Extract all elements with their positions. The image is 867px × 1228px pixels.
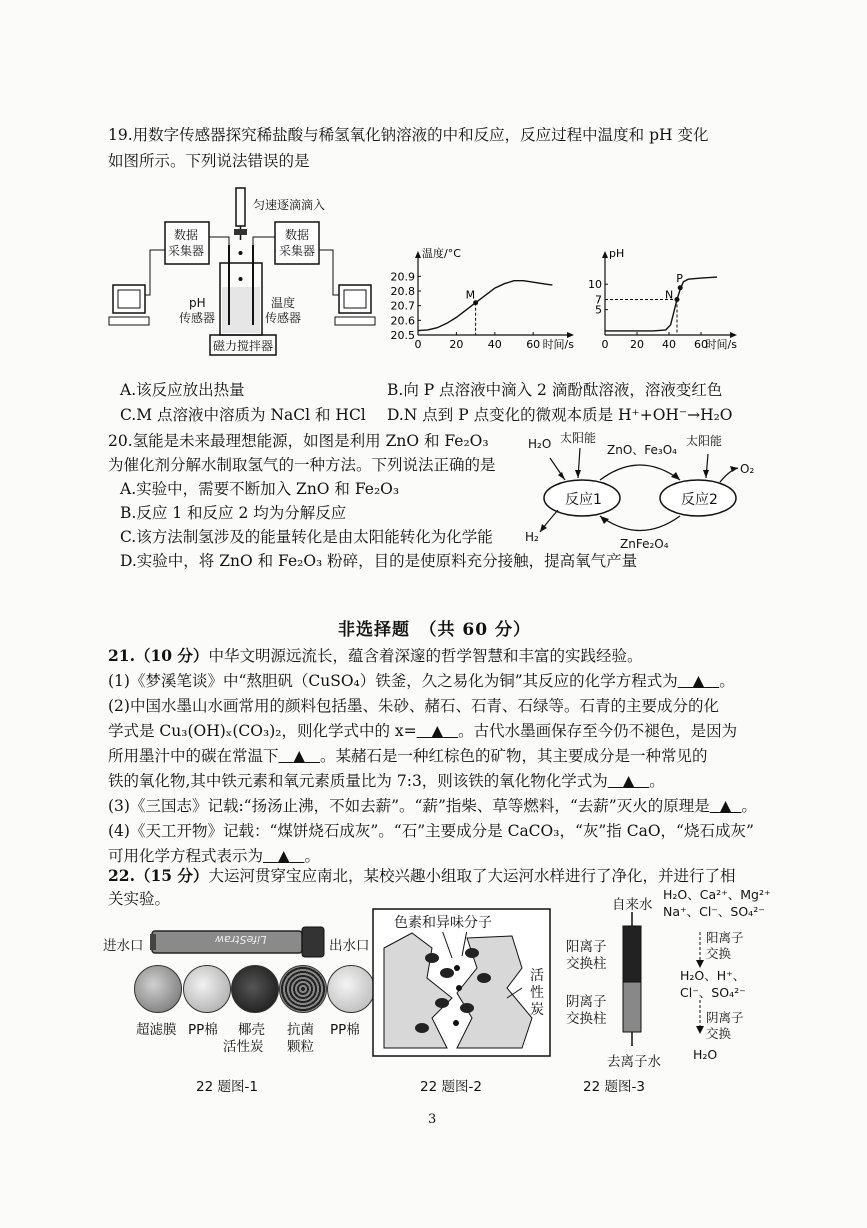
y-axis-arrow xyxy=(415,251,421,258)
q20-option-c: C.该方法制氢涉及的能量转化是由太阳能转化为化学能 xyxy=(120,528,493,546)
x-tick-label: 20 xyxy=(449,338,464,351)
answer-blank[interactable]: ▲ xyxy=(293,747,306,765)
q21-part3-text: (3)《三国志》记载:“扬汤止沸，不如去薪”。“薪”指柴、草等燃料，“去薪”灭火的原理是 xyxy=(108,797,710,815)
ph-sensor-l1: pH xyxy=(189,296,206,310)
carbon-char-1: 活 xyxy=(530,968,544,984)
q20-stem-line2: 为催化剂分解水制取氢气的一种方法。下列说法正确的是 xyxy=(108,456,496,474)
ions-step2: H₂O xyxy=(693,1047,718,1062)
q22-intro-b: 关实验。 xyxy=(108,890,171,908)
ultrafiltration-membrane-image xyxy=(134,965,182,1013)
coconut-carbon-image xyxy=(231,965,279,1013)
q21-part2b-text: 学式是 Cu₃(OH)ₓ(CO₃)₂，则化学式中的 x= xyxy=(108,722,417,740)
q19-stem-line1: 19.用数字传感器探究稀盐酸与稀氢氧化钠溶液的中和反应，反应过程中温度和 pH 变化 xyxy=(108,126,709,144)
y-tick-label: 5 xyxy=(595,303,602,317)
x-tick-label: 40 xyxy=(487,338,502,351)
q20-option-a: A.实验中，需要不断加入 ZnO 和 Fe₂O₃ xyxy=(120,480,400,498)
lifestraw-brand: LifeStraw xyxy=(215,933,267,946)
cation-column-l1: 阳离子 xyxy=(566,939,607,955)
x-axis-label: 时间/s xyxy=(705,338,737,351)
layer-ultrafiltration: 超滤膜 xyxy=(136,1022,177,1038)
diagram-solar1: 太阳能 xyxy=(560,431,597,445)
answer-blank[interactable]: ▲ xyxy=(431,722,444,740)
q21-part4b: 可用化学方程式表示为 ▲ 。 xyxy=(108,847,321,865)
series-line xyxy=(605,277,717,331)
collector-right-l2: 采集器 xyxy=(279,244,316,258)
point-label: P xyxy=(676,271,683,285)
fig1-caption: 22 题图-1 xyxy=(196,1079,258,1095)
diagram-o2: O₂ xyxy=(740,462,755,476)
pp-cotton-image-2 xyxy=(327,965,375,1013)
y-axis-arrow xyxy=(602,251,608,258)
layer-antibacterial: 抗菌 xyxy=(287,1022,314,1038)
cation-exchange-l2: 交换 xyxy=(706,946,732,961)
ions-step1-b: Cl⁻、SO₄²⁻ xyxy=(680,985,746,1000)
section-title: 非选择题 （共 60 分） xyxy=(338,620,531,640)
point-label: M xyxy=(465,288,476,302)
q21-part4a: (4)《天工开物》记载：“煤饼烧石成灰”。“石”主要成分是 CaCO₃，“灰”指 CaO，“烧石成灰” xyxy=(108,822,754,840)
layer-antibacterial-sub: 颗粒 xyxy=(287,1039,314,1055)
ions-step0-b: Na⁺、Cl⁻、SO₄²⁻ xyxy=(663,904,765,919)
diagram-reaction2: 反应2 xyxy=(681,492,718,508)
q21-part3: (3)《三国志》记载:“扬汤止沸，不如去薪”。“薪”指柴、草等燃料，“去薪”灭火的原理是 ▲ 。 xyxy=(108,797,757,815)
ions-step1-a: H₂O、H⁺、 xyxy=(680,968,746,983)
x-tick-label: 20 xyxy=(630,338,644,351)
collector-left-l2: 采集器 xyxy=(168,244,205,258)
ph-chart xyxy=(585,235,750,360)
q21-header xyxy=(108,646,642,666)
pp-cotton-image xyxy=(183,965,231,1013)
activated-carbon-label xyxy=(530,968,546,1019)
collector-left-l1: 数据 xyxy=(174,228,199,242)
diagram-reaction1: 反应1 xyxy=(565,492,602,508)
layer-coconut-sub: 活性炭 xyxy=(223,1039,264,1055)
x-tick-label: 60 xyxy=(526,338,541,351)
x-axis-label: 时间/s xyxy=(542,338,574,351)
q22-header xyxy=(108,866,735,886)
ions-step0-a: H₂O、Ca²⁺、Mg²⁺ xyxy=(663,887,771,902)
point-P xyxy=(678,285,683,290)
series-line xyxy=(418,281,552,331)
temp-sensor-l2: 传感器 xyxy=(265,311,302,325)
q21-part1-text: (1)《梦溪笔谈》中“熬胆矾（CuSO₄）铁釜，久之易化为铜”其反应的化学方程式为 xyxy=(108,672,678,690)
q19-option-b: B.向 P 点溶液中滴入 2 滴酚酞溶液，溶液变红色 xyxy=(387,381,723,399)
stirrer-label: 磁力搅拌器 xyxy=(213,339,274,353)
q21-part2b xyxy=(108,721,737,741)
y-tick-label: 7 xyxy=(595,293,602,307)
carbon-char-2: 性 xyxy=(530,985,544,1001)
cation-column-l2: 交换柱 xyxy=(566,956,607,972)
point-label: N xyxy=(665,288,674,302)
y-tick-label: 10 xyxy=(588,278,602,292)
layer-coconut: 椰壳 xyxy=(238,1022,265,1038)
q21-part2b-rest: 。古代水墨画保存至今仍不褪色，是因为 xyxy=(458,722,738,740)
diagram-h2o: H₂O xyxy=(528,437,552,451)
diagram-zno-fe: ZnO、Fe₃O₄ xyxy=(607,443,677,457)
deionized-water-label: 去离子水 xyxy=(607,1054,661,1070)
tap-water-label: 自来水 xyxy=(612,897,653,913)
cation-exchange-l1: 阳离子 xyxy=(706,930,744,945)
y-tick-label: 20.7 xyxy=(390,299,415,313)
q22-intro: 大运河贯穿宝应南北，某校兴趣小组取了大运河水样进行了净化，并进行了相 xyxy=(208,867,736,885)
y-tick-label: 20.6 xyxy=(390,314,415,328)
q20-option-b: B.反应 1 和反应 2 均为分解反应 xyxy=(120,504,347,522)
q21-part2c-rest: 。某赭石是一种红棕色的矿物，其主要成分是一种常见的 xyxy=(320,747,708,765)
diagram-solar2: 太阳能 xyxy=(686,434,723,448)
answer-blank[interactable]: ▲ xyxy=(277,847,290,865)
pigment-molecules-label: 色素和异味分子 xyxy=(394,912,492,932)
antibacterial-granules-image xyxy=(279,965,327,1013)
q21-part2d: 铁的氧化物,其中铁元素和氧元素质量比为 7:3，则该铁的氧化物化学式为 ▲ 。 xyxy=(108,772,665,790)
q21-title: 21.（10 分） xyxy=(108,646,209,665)
layer-pp1: PP棉 xyxy=(188,1022,218,1038)
q20-option-d: D.实验中，将 ZnO 和 Fe₂O₃ 粉碎，目的是使原料充分接触，提高氧气产量 xyxy=(120,552,638,570)
carbon-char-3: 炭 xyxy=(530,1002,544,1018)
collector-right-l1: 数据 xyxy=(285,228,310,242)
x-tick-label: 60 xyxy=(694,338,708,351)
fig2-caption: 22 题图-2 xyxy=(420,1079,482,1095)
temp-sensor-l1: 温度 xyxy=(271,296,296,310)
y-tick-label: 20.8 xyxy=(390,285,415,298)
anion-column-l1: 阴离子 xyxy=(566,994,607,1010)
diagram-h2: H₂ xyxy=(525,530,539,544)
layer-pp2: PP棉 xyxy=(330,1022,360,1038)
q21-part1: (1)《梦溪笔谈》中“熬胆矾（CuSO₄）铁釜，久之易化为铜”其反应的化学方程式为 ▲ 。 xyxy=(108,672,735,690)
y-axis-label: pH xyxy=(609,247,625,260)
q21-part2c-text: 所用墨汁中的碳在常温下 xyxy=(108,747,279,765)
x-tick-label: 0 xyxy=(601,338,609,351)
q19-option-a: A.该反应放出热量 xyxy=(120,381,245,399)
q20-stem-line1: 20.氢能是未来最理想能源，如图是利用 ZnO 和 Fe₂O₃ xyxy=(108,432,489,450)
y-tick-label: 20.5 xyxy=(390,329,415,342)
dropper-label: 匀速逐滴滴入 xyxy=(253,198,326,212)
y-tick-label: 20.9 xyxy=(390,270,415,284)
diagram-znfe: ZnFe₂O₄ xyxy=(620,537,669,551)
answer-blank[interactable]: ▲ xyxy=(692,672,705,690)
q22-title: 22.（15 分） xyxy=(108,866,209,885)
q19-option-c: C.M 点溶液中溶质为 NaCl 和 HCl xyxy=(120,406,366,424)
q21-part2c xyxy=(108,746,708,766)
temperature-chart xyxy=(384,235,589,360)
answer-blank[interactable]: ▲ xyxy=(719,797,732,815)
x-tick-label: 0 xyxy=(414,338,422,351)
titration-apparatus xyxy=(105,185,380,360)
q21-part2a: (2)中国水墨山水画常用的颜料包括墨、朱砂、赭石、石青、石绿等。石青的主要成分的化 xyxy=(108,697,719,715)
outlet-label: 出水口 xyxy=(329,938,370,954)
answer-blank[interactable]: ▲ xyxy=(622,772,635,790)
fig3-caption: 22 题图-3 xyxy=(583,1079,645,1095)
q21-intro: 中华文明源远流长，蕴含着深邃的哲学智慧和丰富的实践经验。 xyxy=(208,647,643,665)
q21-part2d-text: 铁的氧化物,其中铁元素和氧元素质量比为 7:3，则该铁的氧化物化学式为 xyxy=(108,772,608,790)
anion-column-l2: 交换柱 xyxy=(566,1011,607,1027)
anion-exchange-l1: 阴离子 xyxy=(706,1010,744,1025)
ph-sensor-l2: 传感器 xyxy=(179,311,216,325)
anion-exchange-l2: 交换 xyxy=(706,1026,732,1041)
inlet-label: 进水口 xyxy=(103,938,144,954)
y-axis-label: 温度/°C xyxy=(422,247,461,260)
page-number: 3 xyxy=(428,1112,437,1127)
q19-stem-line2: 如图所示。下列说法错误的是 xyxy=(108,152,310,170)
q19-option-d: D.N 点到 P 点变化的微观本质是 H⁺+OH⁻→H₂O xyxy=(387,406,733,424)
x-tick-label: 40 xyxy=(662,338,676,351)
q21-part4b-text: 可用化学方程式表示为 xyxy=(108,847,264,865)
